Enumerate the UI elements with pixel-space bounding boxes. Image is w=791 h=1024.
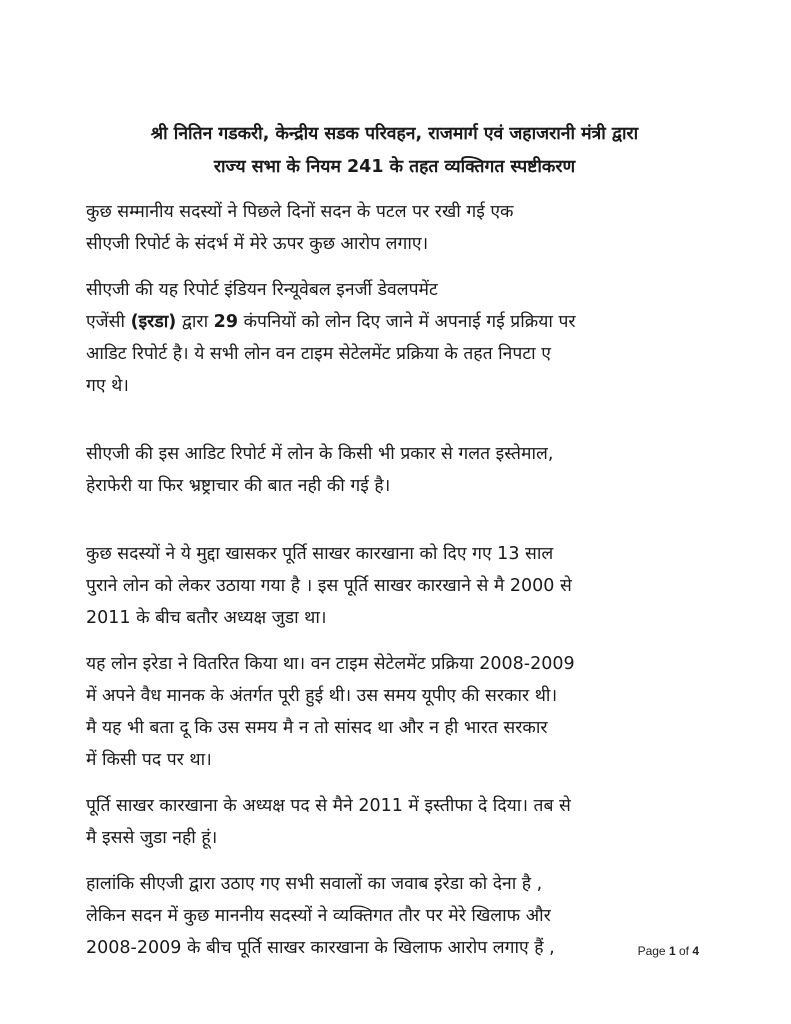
paragraph-5	[86, 648, 703, 776]
paragraph-5-line-1: यह लोन इरेडा ने वितरित किया था। वन टाइम सेटेलमेंट प्रक्रिया 2008-2009	[86, 654, 575, 674]
paragraph-7-line-2: लेकिन सदन में कुछ माननीय सदस्यों ने व्यक्तिगत तौर पर मेरे खिलाफ और	[86, 906, 551, 926]
paragraph-7-line-3: 2008-2009 के बीच पूर्ति साखर कारखाना के खिलाफ आरोप लगाए हैं ,	[86, 938, 555, 958]
paragraph-2-line-2	[86, 306, 703, 338]
paragraph-5-line-2: में अपने वैध मानक के अंतर्गत पूरी हुई थी। उस समय यूपीए की सरकार थी।	[86, 686, 558, 706]
paragraph-3	[86, 438, 703, 502]
paragraph-2-line-2-a: एजेंसी	[86, 312, 131, 332]
paragraph-6	[86, 790, 703, 854]
paragraph-4-line-3: 2011 के बीच बतौर अध्यक्ष जुडा था।	[86, 608, 327, 628]
paragraph-2-line-1: सीएजी की यह रिपोर्ट इंडियन रिन्यूवेबल इनर्जी डेवलपमेंट	[86, 280, 438, 300]
paragraph-7-line-1: हालांकि सीएजी द्वारा उठाए गए सभी सवालों का जवाब इरेडा को देना है ,	[86, 874, 543, 894]
paragraph-3-line-1: सीएजी की इस आडिट रिपोर्ट में लोन के किसी भी प्रकार से गलत इस्तेमाल,	[86, 444, 554, 464]
paragraph-2-line-3: आडिट रिपोर्ट है। ये सभी लोन वन टाइम सेटेलमेंट प्रक्रिया के तहत निपटा ए	[86, 344, 551, 364]
paragraph-3-line-2: हेराफेरी या फिर भ्रष्ट्राचार की बात नही की गई है।	[86, 476, 391, 496]
paragraph-2	[86, 274, 703, 402]
title-line-1: श्री नितिन गडकरी, केन्द्रीय सडक परिवहन, राजमार्ग एवं जहाजरानी मंत्री द्वारा	[150, 124, 639, 144]
page-of: of	[675, 944, 693, 958]
paragraph-4-line-2: पुराने लोन को लेकर उठाया गया है । इस पूर्ति साखर कारखाने से मै 2000 से	[86, 576, 572, 596]
paragraph-2-line-4: गए थे।	[86, 376, 129, 396]
page-total: 4	[692, 944, 699, 958]
paragraph-1-line-2: सीएजी रिपोर्ट के संदर्भ में मेरे ऊपर कुछ आरोप लगाए।	[86, 234, 429, 254]
title-line-2: राज्य सभा के नियम 241 के तहत व्यक्तिगत स्पष्टीकरण	[213, 157, 576, 177]
paragraph-6-line-2: मै इससे जुडा नही हूं।	[86, 828, 218, 848]
paragraph-1-line-1: कुछ सम्मानीय सदस्यों ने पिछले दिनों सदन के पटल पर रखी गई एक	[86, 202, 514, 222]
paragraph-1	[86, 196, 703, 260]
document-title	[86, 118, 703, 184]
company-count: 29	[213, 312, 239, 332]
paragraph-4-line-1: कुछ सदस्यों ने ये मुद्दा खासकर पूर्ति साखर कारखाना को दिए गए 13 साल	[86, 544, 554, 564]
paragraph-6-line-1: पूर्ति साखर कारखाना के अध्यक्ष पद से मैने 2011 में इस्तीफा दे दिया। तब से	[86, 796, 571, 816]
page-number	[638, 944, 699, 958]
paragraph-2-line-2-e: कंपनियों को लोन दिए जाने में अपनाई गई प्रक्रिया पर	[238, 312, 576, 332]
irda-abbrev: (इरडा)	[130, 312, 177, 332]
paragraph-7	[86, 868, 703, 964]
paragraph-2-line-2-c: द्वारा	[176, 312, 214, 332]
paragraph-5-line-4: में किसी पद पर था।	[86, 750, 212, 770]
paragraph-4	[86, 538, 703, 634]
paragraph-5-line-3: मै यह भी बता दू कि उस समय मै न तो सांसद था और न ही भारत सरकार	[86, 718, 548, 738]
page-current: 1	[668, 944, 676, 958]
page-label: Page	[637, 944, 669, 958]
